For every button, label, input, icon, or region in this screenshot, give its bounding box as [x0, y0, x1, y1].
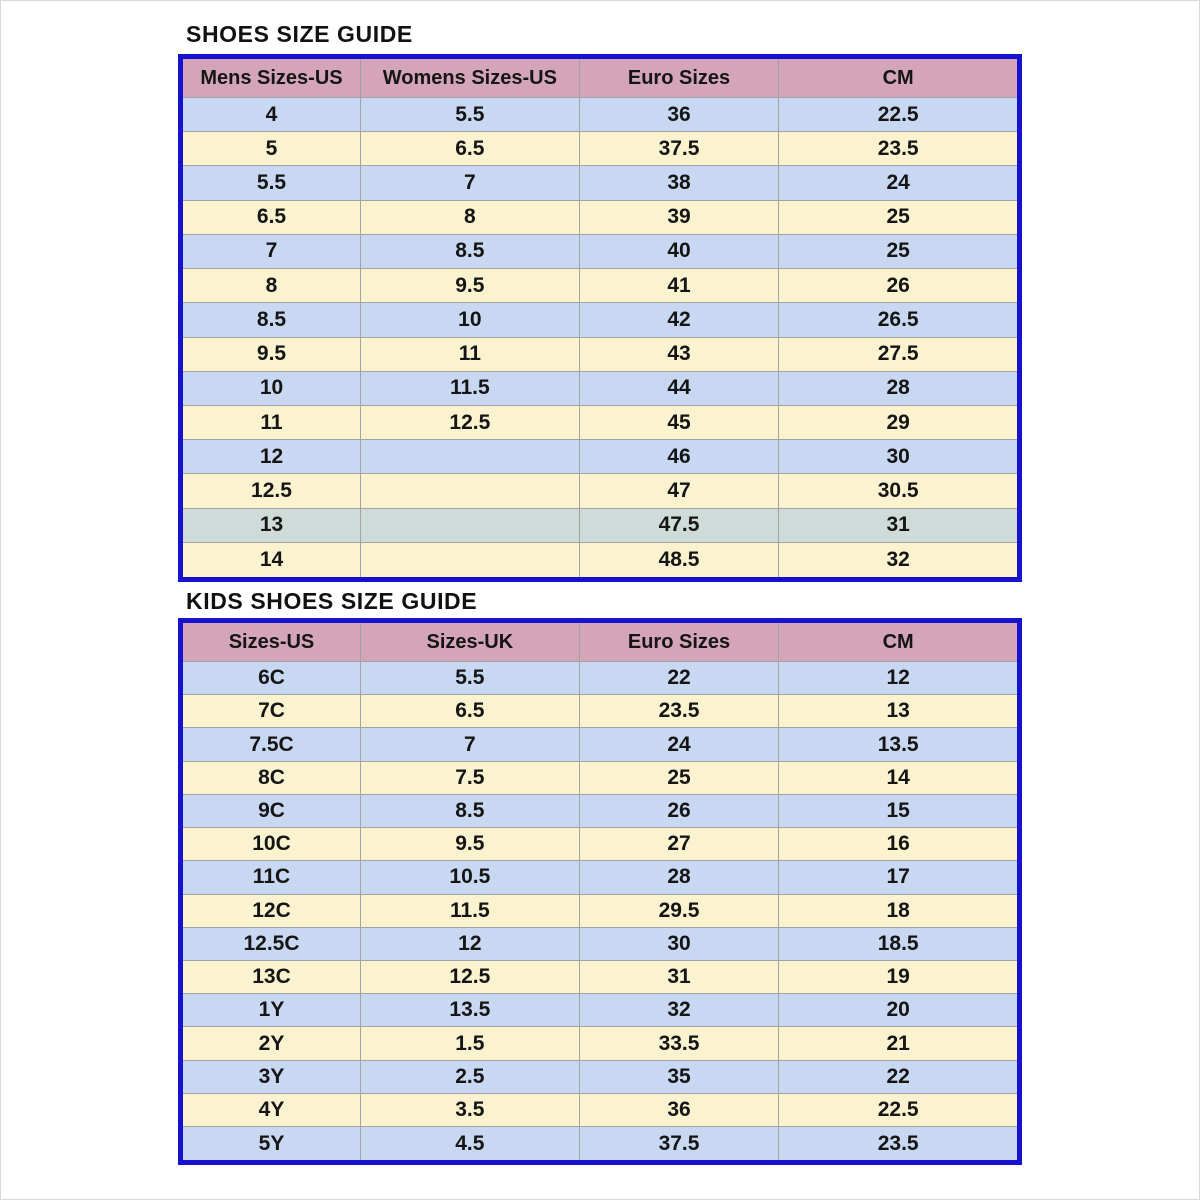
size-cell: 8 [181, 269, 361, 303]
size-cell: 45 [579, 405, 779, 439]
size-cell: 47 [579, 474, 779, 508]
size-cell: 18.5 [779, 927, 1020, 960]
size-cell: 11C [181, 861, 361, 894]
size-cell: 25 [779, 200, 1020, 234]
size-cell: 30.5 [779, 474, 1020, 508]
size-cell: 13 [181, 508, 361, 542]
size-cell: 7.5 [360, 761, 579, 794]
adult-size-table [178, 54, 1022, 582]
table-row [181, 1127, 1020, 1163]
table-row [181, 794, 1020, 827]
size-cell: 28 [779, 371, 1020, 405]
size-cell: 41 [579, 269, 779, 303]
size-cell: 11 [181, 405, 361, 439]
size-cell: 26 [579, 794, 779, 827]
size-cell: 12.5 [181, 474, 361, 508]
size-cell: 13 [779, 695, 1020, 728]
table-row [181, 371, 1020, 405]
size-cell: 21 [779, 1027, 1020, 1060]
size-cell: 38 [579, 166, 779, 200]
size-cell: 30 [579, 927, 779, 960]
column-header: CM [779, 57, 1020, 98]
table-row [181, 1093, 1020, 1126]
size-cell: 5.5 [181, 166, 361, 200]
table-row [181, 960, 1020, 993]
size-cell: 11.5 [360, 894, 579, 927]
size-cell: 8C [181, 761, 361, 794]
size-cell: 12.5 [360, 405, 579, 439]
table-row [181, 695, 1020, 728]
size-cell: 10.5 [360, 861, 579, 894]
size-cell: 23.5 [779, 1127, 1020, 1163]
size-cell: 37.5 [579, 132, 779, 166]
size-cell: 4Y [181, 1093, 361, 1126]
size-cell: 12C [181, 894, 361, 927]
size-cell: 5.5 [360, 98, 579, 132]
size-cell: 8.5 [360, 234, 579, 268]
size-cell: 3.5 [360, 1093, 579, 1126]
size-cell [360, 440, 579, 474]
size-cell: 9.5 [360, 828, 579, 861]
size-cell: 28 [579, 861, 779, 894]
size-cell: 32 [579, 994, 779, 1027]
table-row [181, 405, 1020, 439]
size-cell: 13.5 [779, 728, 1020, 761]
table-row [181, 927, 1020, 960]
adult-size-guide-title: SHOES SIZE GUIDE [186, 21, 413, 47]
header-row [181, 57, 1020, 98]
size-cell [360, 542, 579, 579]
size-cell: 24 [779, 166, 1020, 200]
size-cell: 12 [779, 662, 1020, 695]
table-row [181, 508, 1020, 542]
size-cell: 12 [360, 927, 579, 960]
size-cell: 19 [779, 960, 1020, 993]
header-row [181, 621, 1020, 662]
size-cell: 16 [779, 828, 1020, 861]
size-cell [360, 474, 579, 508]
size-cell: 5 [181, 132, 361, 166]
column-header: Sizes-US [181, 621, 361, 662]
table-row [181, 542, 1020, 579]
size-cell: 40 [579, 234, 779, 268]
size-cell: 33.5 [579, 1027, 779, 1060]
size-cell: 22.5 [779, 1093, 1020, 1126]
size-cell [360, 508, 579, 542]
size-cell: 31 [579, 960, 779, 993]
size-cell: 15 [779, 794, 1020, 827]
size-cell: 1.5 [360, 1027, 579, 1060]
size-cell: 37.5 [579, 1127, 779, 1163]
size-cell: 22 [779, 1060, 1020, 1093]
table-row [181, 1060, 1020, 1093]
table-row [181, 894, 1020, 927]
size-cell: 10 [360, 303, 579, 337]
table-row [181, 662, 1020, 695]
size-cell: 8.5 [181, 303, 361, 337]
size-cell: 13.5 [360, 994, 579, 1027]
size-cell: 4 [181, 98, 361, 132]
size-cell: 5.5 [360, 662, 579, 695]
size-cell: 22 [579, 662, 779, 695]
column-header: Sizes-UK [360, 621, 579, 662]
size-cell: 39 [579, 200, 779, 234]
size-cell: 46 [579, 440, 779, 474]
size-cell: 18 [779, 894, 1020, 927]
column-header: Mens Sizes-US [181, 57, 361, 98]
size-cell: 6.5 [181, 200, 361, 234]
table-row [181, 200, 1020, 234]
table-row [181, 98, 1020, 132]
size-cell: 29 [779, 405, 1020, 439]
size-cell: 6C [181, 662, 361, 695]
size-cell: 9.5 [181, 337, 361, 371]
table-row [181, 269, 1020, 303]
kids-size-guide-title: KIDS SHOES SIZE GUIDE [186, 588, 478, 614]
size-cell: 22.5 [779, 98, 1020, 132]
size-cell: 30 [779, 440, 1020, 474]
size-cell: 36 [579, 1093, 779, 1126]
size-cell: 6.5 [360, 695, 579, 728]
size-cell: 7C [181, 695, 361, 728]
size-cell: 23.5 [779, 132, 1020, 166]
size-cell: 3Y [181, 1060, 361, 1093]
size-cell: 36 [579, 98, 779, 132]
table-row [181, 337, 1020, 371]
table-row [181, 1027, 1020, 1060]
size-cell: 9.5 [360, 269, 579, 303]
column-header: Womens Sizes-US [360, 57, 579, 98]
size-cell: 11 [360, 337, 579, 371]
size-cell: 48.5 [579, 542, 779, 579]
table-row [181, 474, 1020, 508]
size-cell: 35 [579, 1060, 779, 1093]
size-cell: 31 [779, 508, 1020, 542]
size-cell: 7 [360, 166, 579, 200]
column-header: CM [779, 621, 1020, 662]
size-cell: 20 [779, 994, 1020, 1027]
size-cell: 29.5 [579, 894, 779, 927]
table-row [181, 728, 1020, 761]
table-row [181, 828, 1020, 861]
table-row [181, 234, 1020, 268]
size-cell: 2Y [181, 1027, 361, 1060]
size-cell: 14 [181, 542, 361, 579]
size-cell: 27.5 [779, 337, 1020, 371]
size-cell: 11.5 [360, 371, 579, 405]
size-cell: 7 [181, 234, 361, 268]
size-cell: 14 [779, 761, 1020, 794]
size-cell: 17 [779, 861, 1020, 894]
column-header: Euro Sizes [579, 57, 779, 98]
size-cell: 5Y [181, 1127, 361, 1163]
size-cell: 26.5 [779, 303, 1020, 337]
size-cell: 47.5 [579, 508, 779, 542]
size-cell: 44 [579, 371, 779, 405]
size-cell: 8.5 [360, 794, 579, 827]
table-row [181, 440, 1020, 474]
size-cell: 7 [360, 728, 579, 761]
size-cell: 7.5C [181, 728, 361, 761]
table-row [181, 303, 1020, 337]
size-cell: 4.5 [360, 1127, 579, 1163]
size-cell: 9C [181, 794, 361, 827]
table-row [181, 166, 1020, 200]
table-row [181, 132, 1020, 166]
size-cell: 1Y [181, 994, 361, 1027]
size-cell: 10C [181, 828, 361, 861]
size-cell: 42 [579, 303, 779, 337]
size-cell: 12 [181, 440, 361, 474]
size-cell: 12.5C [181, 927, 361, 960]
size-cell: 24 [579, 728, 779, 761]
size-cell: 8 [360, 200, 579, 234]
size-cell: 25 [579, 761, 779, 794]
table-row [181, 861, 1020, 894]
size-cell: 2.5 [360, 1060, 579, 1093]
size-cell: 23.5 [579, 695, 779, 728]
size-cell: 12.5 [360, 960, 579, 993]
table-row [181, 761, 1020, 794]
size-cell: 13C [181, 960, 361, 993]
size-cell: 32 [779, 542, 1020, 579]
size-cell: 10 [181, 371, 361, 405]
column-header: Euro Sizes [579, 621, 779, 662]
size-cell: 6.5 [360, 132, 579, 166]
size-cell: 43 [579, 337, 779, 371]
size-cell: 27 [579, 828, 779, 861]
kids-size-table [178, 618, 1022, 1165]
size-cell: 26 [779, 269, 1020, 303]
table-row [181, 994, 1020, 1027]
size-cell: 25 [779, 234, 1020, 268]
